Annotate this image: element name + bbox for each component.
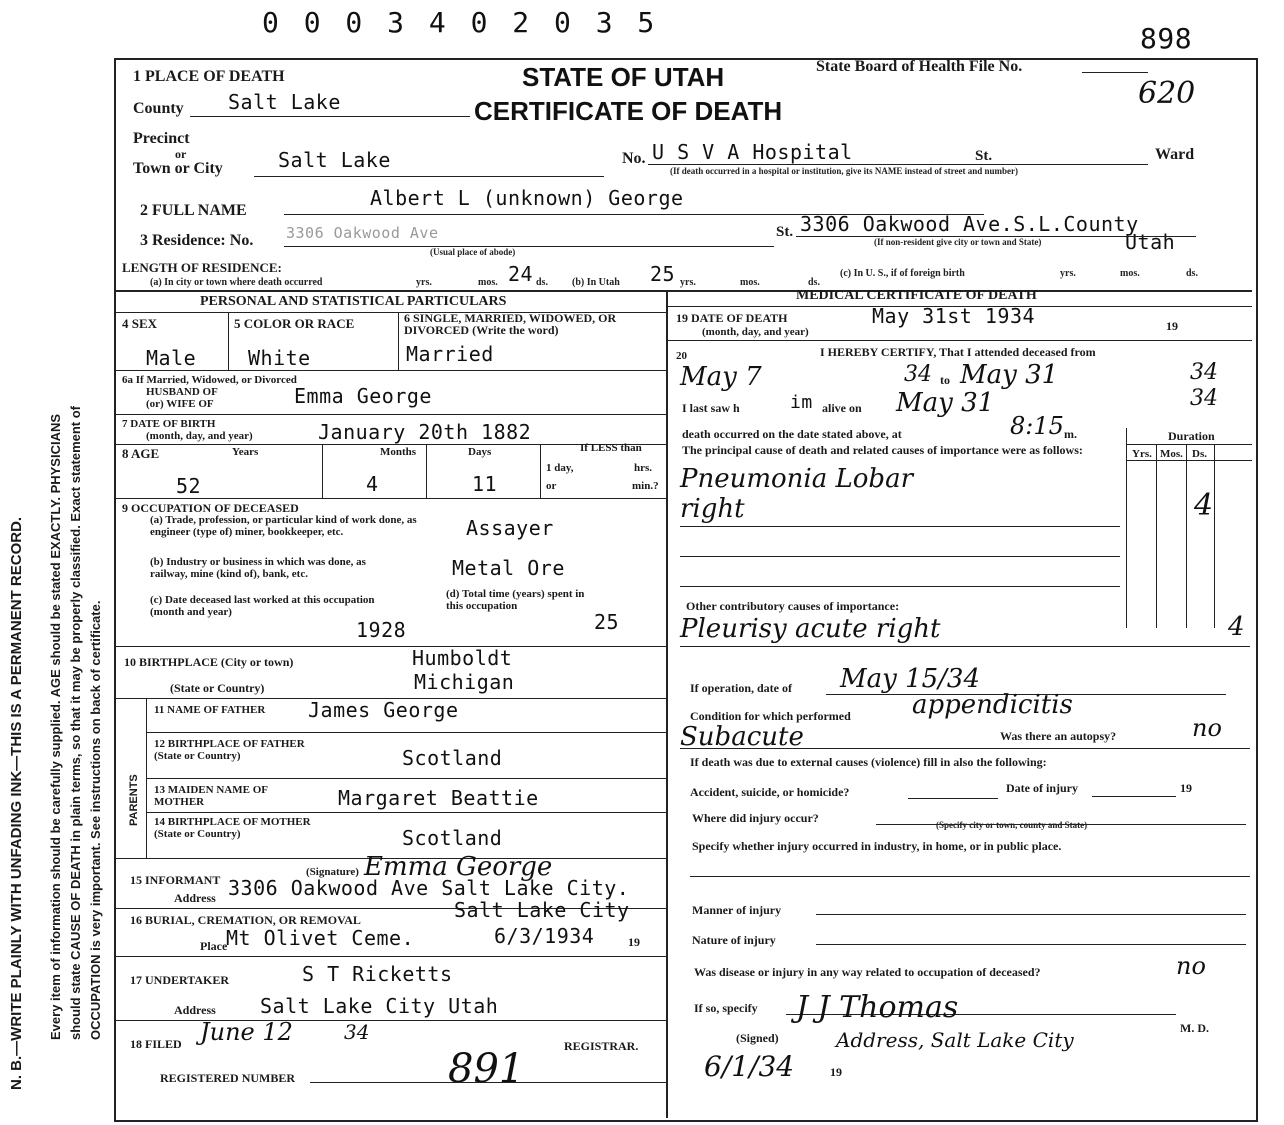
burial-place-value: Mt Olivet Ceme. [226,926,415,950]
spouse-label-3: (or) WIFE OF [146,398,214,410]
duration-left [1126,428,1127,628]
other-causes-line [680,646,1250,647]
undertaker-label: 17 UNDERTAKER [130,973,230,987]
father-label: 11 NAME OF FATHER [154,704,266,716]
side-note-4: OCCUPATION is very important. See instructions on back of certificate. [88,600,103,1040]
length-a-ds: ds. [536,277,548,288]
death-time-value: 8:15 [1010,412,1064,440]
md-label: M. D. [1180,1021,1209,1035]
length-c-yrs: yrs. [1060,268,1076,279]
nature-line [816,944,1246,945]
date-of-death-value: May 31st 1934 [872,304,1036,328]
operation-date-value: May 15/34 [840,664,981,694]
attended-from-year: 34 [904,362,932,387]
age-days-value: 11 [472,472,498,496]
date-of-death-label: 19 DATE OF DEATH [676,311,788,325]
mother-birthplace-label: 14 BIRTHPLACE OF MOTHER (State or Country) [154,816,311,840]
nonresident-note: (If non-resident give city or town and State) [874,237,1042,247]
accident-line [908,798,998,799]
birthplace-city-value: Humboldt [412,646,513,670]
board-file-label: State Board of Health File No. [816,58,1023,75]
occupation-related-label: Was disease or injury in any way related to occupation of deceased? [694,965,1041,979]
length-b-ds: ds. [808,277,820,288]
residence-obscured: 3306 Oakwood Ave [286,224,439,242]
filed-label: 18 FILED [130,1037,182,1051]
last-saw-label: I last saw h [682,401,740,415]
place-of-death-label: 1 PLACE OF DEATH [133,68,285,85]
duration-yrs: Yrs. [1132,448,1152,460]
other-causes-value: Pleurisy acute right [680,614,941,644]
cause-line-2 [680,556,1120,557]
last-saw-him: im [790,392,813,413]
burial-year-label: 19 [628,935,640,949]
signed-year-label: 19 [830,1065,842,1079]
side-note-2: Every item of information should be carefully supplied. AGE should be stated EXACTLY. PHYSICIANS [48,413,63,1040]
signed-date-value: 6/1/34 [704,1050,795,1083]
occupation-b-label: (b) Industry or business in which was done, as railway, mine (kind of), bank, etc. [150,556,366,580]
certify-label: I HEREBY CERTIFY, That I attended deceased from [820,345,1096,359]
town-line [254,176,604,177]
town-value: Salt Lake [278,148,391,172]
father-birthplace-value: Scotland [402,746,503,770]
county-value: Salt Lake [228,90,341,114]
death-year-label: 19 [1166,319,1178,333]
age-years-value: 52 [176,474,202,498]
other-causes-label: Other contributory causes of importance: [686,599,900,613]
length-b-years-value: 25 [650,262,676,286]
duration-label: Duration [1168,429,1215,443]
months-label: Months [380,446,417,458]
no-label: No. [622,150,646,167]
where-injury-label: Where did injury occur? [692,811,819,825]
day-label: 1 day, [546,462,574,474]
street-label: St. [975,148,993,164]
primary-cause-value-2: right [680,494,745,524]
last-worked-value: 1928 [356,618,407,642]
personal-header: PERSONAL AND STATISTICAL PARTICULARS [200,294,507,309]
industry-value: Metal Ore [452,556,565,580]
residence-label: 3 Residence: No. [140,232,254,249]
age-line [116,498,666,499]
hrs-label: hrs. [634,462,653,474]
dob-label: 7 DATE OF BIRTH [122,418,216,430]
color-marital-divider [398,312,399,370]
duration-div-1 [1156,444,1157,628]
institution-note: (If death occurred in a hospital or institution, give its NAME instead of street and number) [670,166,1019,176]
father-birthplace-label: 12 BIRTHPLACE OF FATHER (State or Country) [154,738,305,762]
date-injury-line [1092,796,1176,797]
occupation-c-label: (c) Date deceased last worked at this occupation (month and year) [150,594,375,618]
marital-value: Married [406,342,494,366]
informant-address-label: Address [174,891,216,905]
duration-mos: Mos. [1160,448,1183,460]
usual-abode-note: (Usual place of abode) [430,247,516,257]
precinct-label: Precinct [133,130,190,147]
or-label: or [175,147,187,161]
days-label: Days [468,446,492,458]
registered-number-label: REGISTERED NUMBER [160,1071,296,1085]
parents-label: PARENTS [128,774,140,826]
length-divider [116,290,1252,292]
state-title: STATE OF UTAH [522,62,725,92]
ward-label: Ward [1155,146,1195,163]
mother-label: 13 MAIDEN NAME OF MOTHER [154,784,268,808]
undertaker-value: S T Ricketts [302,962,453,986]
residence-st-label: St. [776,224,794,240]
undertaker-line [116,1020,666,1021]
length-b-yrs: yrs. [680,277,696,288]
age-div-2 [426,444,427,498]
length-b-label: (b) In Utah [572,277,620,288]
color-label: 5 COLOR OR RACE [234,316,355,331]
father-value: James George [308,698,459,722]
residence-state: Utah [1125,230,1176,254]
signed-label: (Signed) [736,1031,779,1045]
specify-injury-label: Specify whether injury occurred in industry, in home, or in public place. [692,839,1062,853]
side-note-3: should state CAUSE OF DEATH in plain terms, so that it may be properly classified. Exact statement of [68,405,83,1040]
condition-value-2: Subacute [680,722,804,752]
date-of-injury-label: Date of injury [1006,781,1078,795]
attended-to-value: May 31 [960,360,1059,390]
sex-color-divider [228,312,229,370]
spouse-line [116,414,666,415]
side-note-main: N. B.—WRITE PLAINLY WITH UNFADING INK—THIS IS A PERMANENT RECORD. [8,516,25,1090]
birthplace-state-value: Michigan [414,670,515,694]
if-so-label: If so, specify [694,1001,758,1015]
duration-sub-line [1126,460,1252,461]
serial-number: 0 0 0 3 4 0 2 0 3 5 [262,6,659,39]
dob-sub: (month, day, and year) [146,430,253,442]
occupation-label: 9 OCCUPATION OF DECEASED [122,501,299,515]
registered-line [310,1082,666,1083]
length-a-label: (a) In city or town where death occurred [150,277,323,288]
death-time-m-label: m. [1064,427,1077,441]
total-time-value: 25 [594,610,620,634]
total-time-label: (d) Total time (years) spent in this occupation [446,588,585,612]
sex-label: 4 SEX [122,316,158,331]
other-causes-duration: 4 [1228,612,1245,642]
date-of-death-line [666,340,1252,341]
dob-value: January 20th 1882 [318,420,532,444]
cause-line-1 [680,526,1120,527]
length-a-yrs: yrs. [416,277,432,288]
informant-signature-label: (Signature) [306,866,359,878]
burial-place-label: Place [200,939,228,953]
row-456-line [116,370,666,371]
autopsy-value: no [1192,714,1222,742]
institution-value: U S V A Hospital [652,140,853,164]
registered-number-value: 891 [448,1046,525,1092]
condition-value: appendicitis [912,690,1073,720]
alive-on-year: 34 [1190,386,1218,411]
attended-to-year: 34 [1190,360,1218,385]
color-value: White [248,346,311,370]
town-label: Town or City [133,160,223,177]
where-injury-note: (Specify city or town, county and State) [936,820,1088,830]
injury-year-label: 19 [1180,781,1192,795]
length-c-ds: ds. [1186,268,1198,279]
informant-label: 15 INFORMANT [130,873,221,887]
occupation-value: Assayer [466,516,554,540]
specify-line [690,876,1250,877]
medical-header: MEDICAL CERTIFICATE OF DEATH [796,288,1037,303]
mother-birthplace-value: Scotland [402,826,503,850]
length-a-mos: mos. [478,277,498,288]
alive-on-label: alive on [822,401,862,415]
length-a-months-value: 24 [508,262,534,286]
column-divider [666,290,668,1118]
autopsy-label: Was there an autopsy? [1000,729,1117,743]
spouse-label-2: HUSBAND OF [146,386,218,398]
primary-cause-value: Pneumonia Lobar [680,464,913,494]
date-of-death-sub: (month, day, and year) [702,326,809,338]
length-c-label: (c) In U. S., if of foreign birth [840,268,965,279]
spouse-value: Emma George [294,384,432,408]
registrar-label: REGISTRAR. [564,1039,639,1053]
certificate-title: CERTIFICATE OF DEATH [474,96,783,126]
occupation-a-label: (a) Trade, profession, or particular kind of work done, as engineer (type of) miner, bookkeeper, etc. [150,514,417,538]
informant-signature: Emma George [364,852,553,882]
nature-injury-label: Nature of injury [692,933,776,947]
manner-line [816,914,1246,915]
age-months-value: 4 [366,472,379,496]
full-name-label: 2 FULL NAME [140,202,247,219]
file-number-handwritten: 620 [1138,76,1196,111]
county-line [190,116,470,117]
manner-injury-label: Manner of injury [692,903,782,917]
filed-value: June 12 [200,1018,293,1046]
birthplace-state-label: (State or Country) [170,681,265,695]
years-label: Years [232,446,259,458]
undertaker-address-label: Address [174,1003,216,1017]
duration-div-2 [1186,444,1187,628]
physician-address: Address, Salt Lake City [836,1028,1074,1052]
duration-div-3 [1214,444,1215,628]
informant-address-value: 3306 Oakwood Ave Salt Lake City. [228,876,630,900]
age-div-1 [322,444,323,498]
principal-cause-label: The principal cause of death and related causes of importance were as follows: [682,443,1083,457]
burial-line [116,956,666,957]
death-occurred-label: death occurred on the date stated above, at [682,427,902,441]
occupation-related-value: no [1176,952,1206,980]
sex-value: Male [146,346,197,370]
external-causes-label: If death was due to external causes (violence) fill in also the following: [690,755,1047,769]
birthplace-label: 10 BIRTHPLACE (City or town) [124,655,294,669]
mother-line [146,812,666,813]
operation-label: If operation, date of [690,681,792,695]
duration-ds: Ds. [1192,448,1207,460]
condition-line [680,748,1250,749]
mother-value: Margaret Beattie [338,786,539,810]
residence-line [284,246,774,247]
alive-on-value: May 31 [896,388,995,418]
corner-number: 898 [1140,22,1193,55]
physician-signature: J J Thomas [796,990,959,1025]
residence-value: 3306 Oakwood Ave.S.L.County [800,212,1139,236]
father-line [146,732,666,733]
condition-label: Condition for which performed [690,709,851,723]
less-than-label: If LESS than [580,442,642,454]
board-file-line [1082,72,1148,73]
occupation-line [116,646,666,647]
certify-number: 20 [676,350,687,362]
institution-line [648,164,1148,165]
age-label: 8 AGE [122,446,160,461]
full-name-value: Albert L (unknown) George [370,186,684,210]
attended-to-label: to [940,373,950,387]
burial-date-value: 6/3/1934 [494,924,595,948]
undertaker-address-value: Salt Lake City Utah [260,994,499,1018]
burial-city-value: Salt Lake City [454,898,630,922]
age-div-3 [540,444,541,498]
length-c-mos: mos. [1120,268,1140,279]
father-bp-line [146,778,666,779]
spouse-label-1: 6a If Married, Widowed, or Divorced [122,374,297,386]
accident-label: Accident, suicide, or homicide? [690,785,850,799]
burial-label: 16 BURIAL, CREMATION, OR REMOVAL [130,913,361,927]
or-min-label: or [546,480,557,492]
cause-line-3 [680,586,1120,587]
min-label: min.? [632,480,659,492]
primary-cause-duration: 4 [1194,488,1214,523]
attended-from-value: May 7 [680,362,762,392]
length-residence-label: LENGTH OF RESIDENCE: [122,260,282,275]
marital-label: 6 SINGLE, MARRIED, WIDOWED, OR DIVORCED (Write the word) [404,311,617,337]
length-b-mos: mos. [740,277,760,288]
duration-header-line [1126,444,1252,445]
filed-year-value: 34 [344,1020,370,1044]
county-label: County [133,100,184,117]
